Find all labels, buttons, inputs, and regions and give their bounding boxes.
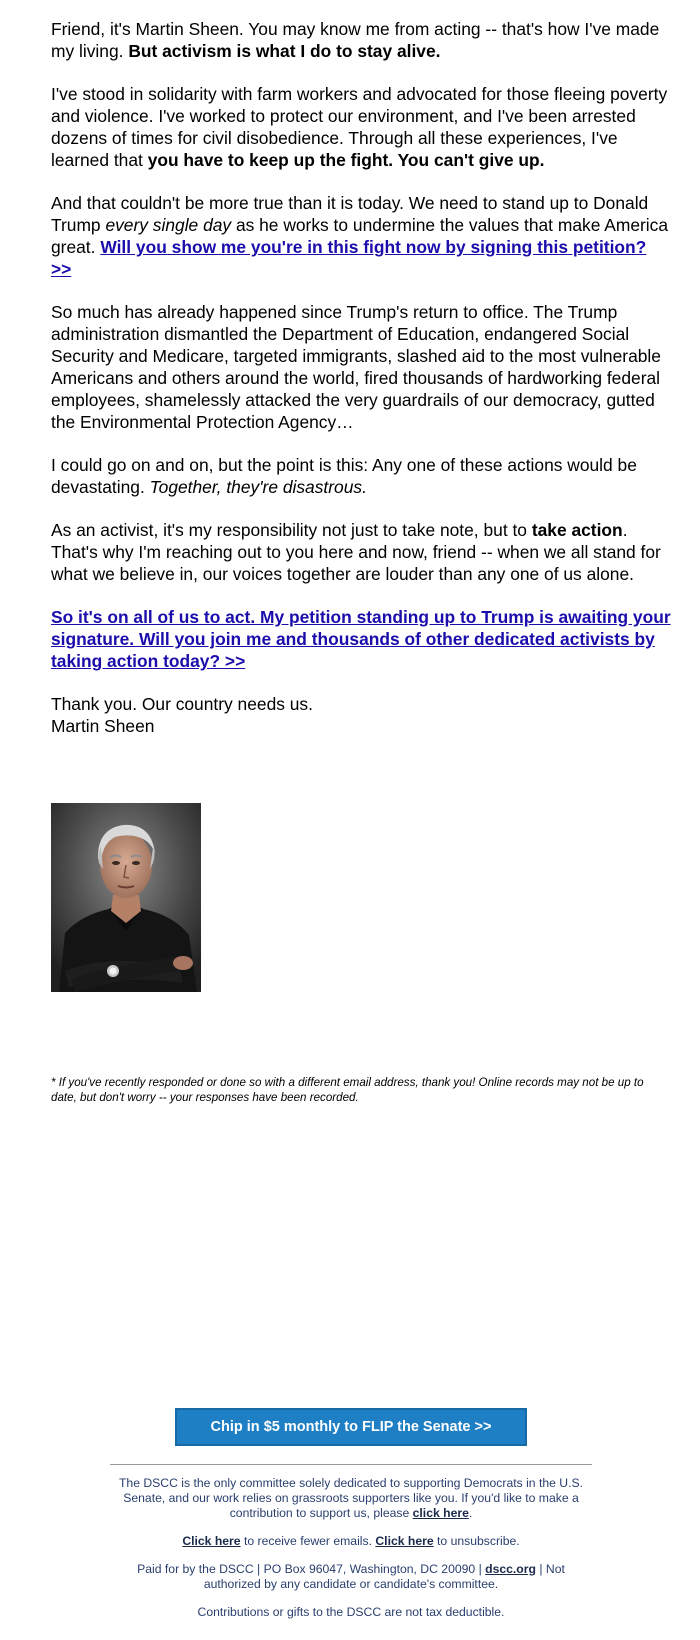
paragraph-list: So much has already happened since Trump's return to office. The Trump administration dismantled the Department of Education, endangered Social Security and Medicare, targeted immigrants, slashed aid to the most vulnerable Americans and others around the world, fired thousands of hardworking federal employees, shamelessly attacked the very guardrails of our democracy, gutted the Environmental Protection Agency… <box>51 302 661 432</box>
signoff <box>51 693 671 737</box>
today-text: And that couldn't be more true than it is today. We need to stand up to Donald Trump <box>51 193 649 235</box>
petition-link[interactable]: Will you show me you're in this fight now by signing this petition? >> <box>51 237 647 279</box>
paragraph-activism <box>51 83 671 171</box>
today-italic: every single day <box>105 215 232 235</box>
portrait-illustration <box>51 803 201 992</box>
responsibility-text: As an activist, it's my responsibility not just to take note, but to <box>51 520 532 540</box>
footer-about-text: The DSCC is the only committee solely dedicated to supporting Democrats in the U.S. Senate, and our work relies on grassroots supporters like you. If you'd like to make a contribution to support us, please <box>118 1476 583 1520</box>
fewer-emails-text: to receive fewer emails. <box>240 1534 376 1548</box>
devastating-italic: Together, they're disastrous. <box>149 477 367 497</box>
footer <box>110 1476 592 1633</box>
authorization-text: | Not authorized by any candidate or candidate's committee. <box>203 1562 565 1591</box>
footer-email-prefs <box>110 1534 592 1549</box>
paragraph-cta-link <box>51 606 671 672</box>
fewer-emails-link[interactable]: Click here <box>182 1534 241 1548</box>
responsibility-text-2: . That's why I'm reaching out to you here and now, friend -- when we all stand for what we believe in, our voices together are louder than any one of us alone. <box>51 520 661 584</box>
footnote: * If you've recently responded or done so with a different email address, thank you! Online records may not be up to date, but don't worry -- your responses have been recorded. <box>51 1076 644 1104</box>
contribute-link[interactable]: click here <box>412 1506 469 1520</box>
signature-petition-link[interactable]: So it's on all of us to act. My petition standing up to Trump is awaiting your signature. Will you join me and thousands of other dedicated activists by taking action today? >> <box>51 607 671 671</box>
footer-disclaimer <box>110 1562 592 1592</box>
devastating-text: I could go on and on, but the point is this: Any one of these actions would be devastating. <box>51 455 637 497</box>
footer-about-end: . <box>468 1506 473 1520</box>
footer-divider <box>110 1464 592 1465</box>
donate-button[interactable]: Chip in $5 monthly to FLIP the Senate >> <box>175 1408 527 1446</box>
paragraph-devastating <box>51 454 671 498</box>
paragraph-intro <box>51 18 671 62</box>
intro-bold: But activism is what I do to stay alive. <box>128 41 441 61</box>
unsubscribe-text: to unsubscribe. <box>433 1534 520 1548</box>
footer-tax-note: Contributions or gifts to the DSCC are not tax deductible. <box>197 1605 505 1619</box>
activism-text: I've stood in solidarity with farm workers and advocated for those fleeing poverty and violence. I've worked to protect our environment, and I've been arrested dozens of times for civil disobedience. Through all these experiences, I've learned that <box>51 84 668 170</box>
signature-name: Martin Sheen <box>51 716 155 736</box>
unsubscribe-link[interactable]: Click here <box>375 1534 434 1548</box>
today-text-2: as he works to undermine the values that make America great. <box>51 215 669 257</box>
take-action-bold: take action <box>531 520 623 540</box>
email-body <box>51 18 671 758</box>
activism-bold: you have to keep up the fight. You can't give up. <box>147 150 545 170</box>
paragraph-responsibility <box>51 519 671 585</box>
martin-sheen-photo <box>51 803 201 992</box>
paid-for-text: Paid for by the DSCC | PO Box 96047, Washington, DC 20090 | <box>137 1562 486 1576</box>
signoff-line: Thank you. Our country needs us. <box>51 694 313 714</box>
dscc-site-link[interactable]: dscc.org <box>485 1562 536 1576</box>
intro-text: Friend, it's Martin Sheen. You may know me from acting -- that's how I've made my living. <box>51 19 660 61</box>
paragraph-today <box>51 192 671 280</box>
footer-about <box>110 1476 592 1521</box>
